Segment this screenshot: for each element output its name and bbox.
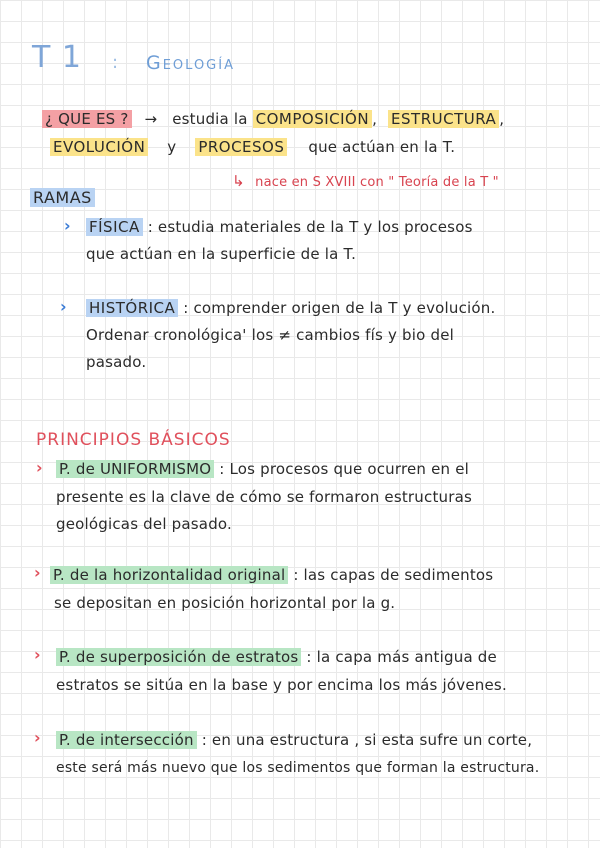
principio-4-label: P. de intersección — [56, 731, 197, 749]
principio-1-text: : Los procesos que ocurren en el — [219, 460, 470, 478]
principio-4-text: : en una estructura , si esta sufre un corte, — [201, 731, 533, 749]
definition-text: estudia la — [172, 110, 248, 128]
title-separator: : — [112, 52, 119, 73]
section-heading-ramas: RAMAS — [30, 188, 95, 207]
question-label: ¿ QUE ES ? — [42, 110, 132, 128]
principio-1-line-2: presente es la clave de cómo se formaron estructuras — [56, 488, 473, 506]
chevron-right-icon: › — [64, 216, 71, 235]
rama-fisica-line-2: que actúan en la superficie de la T. — [86, 245, 357, 263]
principio-2-label: P. de la horizontalidad original — [50, 566, 288, 584]
principio-3-line-1 — [56, 648, 497, 666]
rama-historica-line-3: pasado. — [86, 353, 147, 371]
chevron-right-icon: › — [60, 297, 67, 316]
definition-line-1 — [42, 110, 504, 128]
page-title-topic: Geología — [146, 52, 235, 74]
principio-2-text: : las capas de sedimentos — [293, 566, 494, 584]
keyword-estructura: ESTRUCTURA — [388, 110, 499, 128]
comma: , — [499, 110, 505, 128]
rama-historica-label: HISTÓRICA — [86, 299, 178, 317]
keyword-procesos: PROCESOS — [195, 138, 287, 156]
principio-3-text: : la capa más antigua de — [306, 648, 497, 666]
principio-1-line-1 — [56, 460, 469, 478]
chevron-right-icon: › — [34, 728, 41, 747]
principio-4-line-1 — [56, 731, 532, 749]
principio-2-line-1 — [50, 566, 493, 584]
principio-3-label: P. de superposición de estratos — [56, 648, 301, 666]
rama-fisica-label: FÍSICA — [86, 218, 143, 236]
principio-1-line-3: geológicas del pasado. — [56, 515, 232, 533]
rama-historica-text: : comprender origen de la T y evolución. — [183, 299, 496, 317]
arrow-right-icon: → — [144, 110, 158, 128]
keyword-composicion: COMPOSICIÓN — [253, 110, 372, 128]
rama-fisica-text: : estudia materiales de la T y los procesos — [147, 218, 473, 236]
rama-historica-line-2: Ordenar cronológica' los ≠ cambios fís y bio del — [86, 326, 454, 344]
conjunction: y — [167, 138, 177, 156]
chevron-right-icon: › — [34, 563, 41, 582]
page-title-number: T 1 — [32, 40, 82, 75]
return-arrow-icon: ↳ — [232, 172, 245, 190]
history-note — [232, 172, 499, 190]
principio-4-line-2: este será más nuevo que los sedimentos que forman la estructura. — [56, 760, 540, 776]
rama-fisica-line-1 — [86, 218, 473, 236]
definition-text-end: que actúan en la T. — [308, 138, 456, 156]
chevron-right-icon: › — [34, 645, 41, 664]
principio-1-label: P. de UNIFORMISMO — [56, 460, 214, 478]
chevron-right-icon: › — [36, 458, 43, 477]
definition-line-2 — [50, 138, 455, 156]
rama-historica-line-1 — [86, 299, 495, 317]
principio-3-line-2: estratos se sitúa en la base y por encima los más jóvenes. — [56, 676, 507, 694]
principio-2-line-2: se depositan en posición horizontal por la g. — [54, 594, 396, 612]
comma: , — [372, 110, 378, 128]
history-note-text: nace en S XVIII con " Teoría de la T " — [255, 175, 499, 190]
keyword-evolucion: EVOLUCIÓN — [50, 138, 148, 156]
section-heading-principios: PRINCIPIOS BÁSICOS — [36, 430, 231, 450]
